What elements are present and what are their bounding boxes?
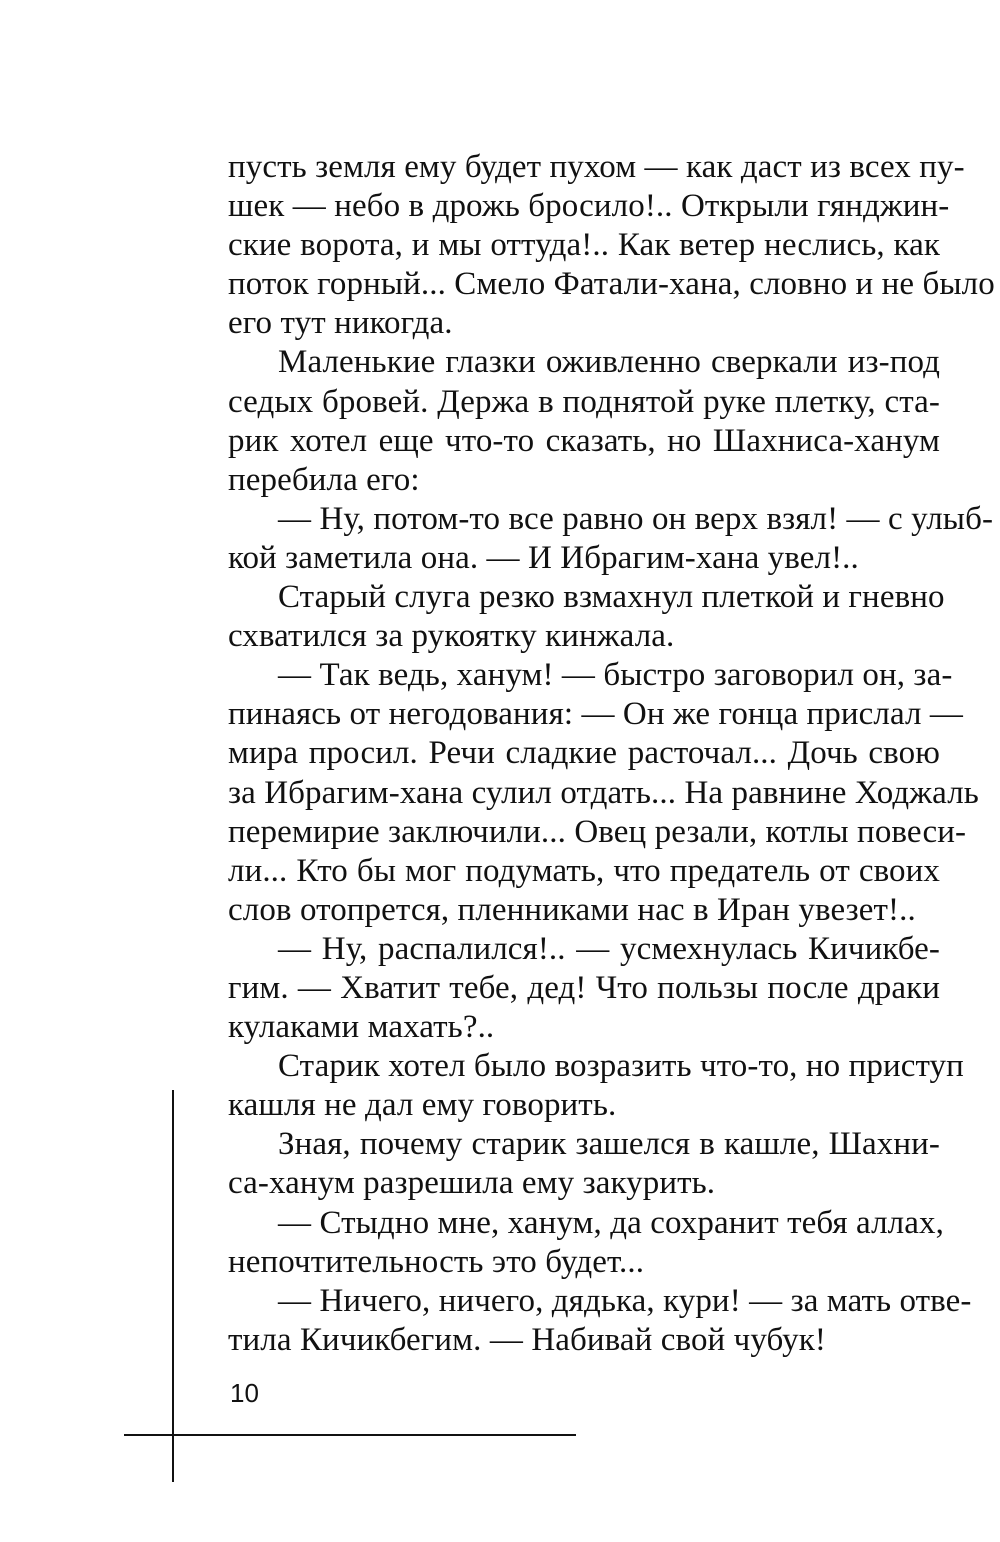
text-line: тила Кичикбегим. — Набивай свой чубук! [228,1321,826,1358]
text-line: кашля не дал ему говорить. [228,1087,617,1124]
text-line: мира просил. Речи сладкие расточал... Дочь свою [228,735,940,772]
text-line: седых бровей. Держа в поднятой руке плетку, ста- [228,383,940,420]
text-line: пинаясь от негодования: — Он же гонца прислал — [228,696,964,733]
text-line: непочтительность это будет... [228,1243,645,1280]
crop-mark-vertical [172,1090,174,1482]
text-line: перемирие заключили... Овец резали, котлы повеси- [228,813,967,850]
text-line: ли... Кто бы мог подумать, что предатель от своих [228,852,940,889]
text-line: его тут никогда. [228,305,453,342]
text-line: — Ничего, ничего, дядька, кури! — за мать отве- [278,1282,972,1319]
text-line: перебила его: [228,461,420,498]
text-line: за Ибрагим-хана сулил отдать... На равнине Ходжаль [228,774,979,811]
text-line: — Стыдно мне, ханум, да сохранит тебя аллах, [278,1204,944,1241]
text-line: пусть земля ему будет пухом — как даст из всех пу- [228,149,965,185]
text-line: — Ну, распалился!.. — усмехнулась Кичикбе- [278,930,940,967]
text-line: — Ну, потом-то все равно он верх взял! — с улыб- [278,500,994,537]
text-line: рик хотел еще что-то сказать, но Шахниса-ханум [228,422,940,459]
text-line: са-ханум разрешила ему закурить. [228,1165,716,1202]
text-line: слов отопрется, пленниками нас в Иран увезет!.. [228,891,916,928]
text-line: поток горный... Смело Фатали-хана, словно и не было [228,266,995,303]
text-line: ские ворота, и мы оттуда!.. Как ветер неслись, как [228,227,940,264]
text-line: Зная, почему старик зашелся в кашле, Шахни- [278,1126,940,1163]
page-body-text [228,148,995,1360]
text-line: Маленькие глазки оживленно сверкали из-под [278,344,940,381]
text-line: шек — небо в дрожь бросило!.. Открыли гянджин- [228,188,950,225]
text-line: Старик хотел было возразить что-то, но приступ [278,1048,964,1085]
text-line: — Так ведь, ханум! — быстро заговорил он, за- [278,657,953,694]
text-line: кой заметила она. — И Ибрагим-хана увел!.. [228,539,859,576]
crop-mark-horizontal [124,1434,576,1436]
page-number: 10 [230,1378,259,1408]
text-line: Старый слуга резко взмахнул плеткой и гневно [278,579,945,616]
text-line: схватился за рукоятку кинжала. [228,618,675,655]
text-line: гим. — Хватит тебе, дед! Что пользы после драки [228,969,940,1006]
text-line: кулаками махать?.. [228,1009,495,1046]
